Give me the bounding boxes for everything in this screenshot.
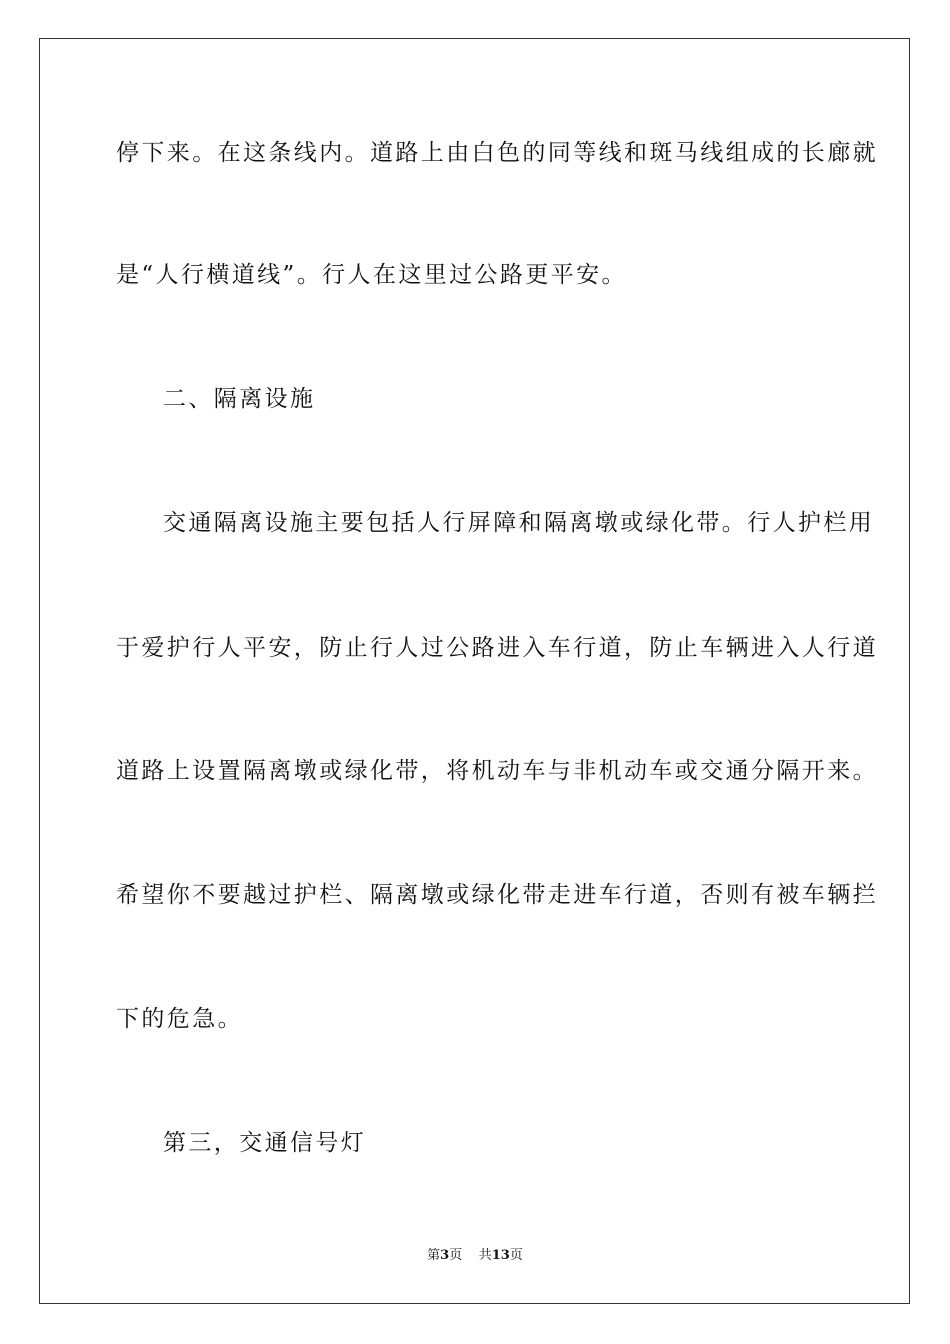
paragraph-line-1: 停下来。在这条线内。道路上由白色的同等线和斑马线组成的长廊就 bbox=[116, 140, 878, 166]
paragraph-line-5: 道路上设置隔离墩或绿化带，将机动车与非机动车或交通分隔开来。 bbox=[116, 758, 878, 784]
footer-total-suffix: 页 bbox=[509, 1248, 523, 1263]
paragraph-line-2: 是“人行横道线”。行人在这里过公路更平安。 bbox=[116, 262, 627, 288]
footer-total-pages: 13 bbox=[491, 1248, 510, 1263]
paragraph-line-3: 交通隔离设施主要包括人行屏障和隔离墩或绿化带。行人护栏用 bbox=[163, 510, 875, 536]
section-heading-isolation: 二、隔离设施 bbox=[163, 386, 316, 412]
page-border bbox=[39, 38, 910, 1304]
paragraph-line-4: 于爱护行人平安，防止行人过公路进入车行道，防止车辆进入人行道 bbox=[116, 635, 878, 661]
footer-page-prefix: 第 bbox=[427, 1248, 441, 1263]
paragraph-line-6: 希望你不要越过护栏、隔离墩或绿化带走进车行道，否则有被车辆拦 bbox=[116, 882, 878, 908]
footer-total-prefix: 共 bbox=[478, 1248, 492, 1263]
footer-page-number: 3 bbox=[440, 1248, 450, 1263]
page-footer bbox=[0, 1248, 950, 1264]
footer-page-suffix: 页 bbox=[449, 1248, 463, 1263]
paragraph-line-7: 下的危急。 bbox=[116, 1006, 243, 1032]
section-heading-signal: 第三，交通信号灯 bbox=[163, 1130, 367, 1156]
